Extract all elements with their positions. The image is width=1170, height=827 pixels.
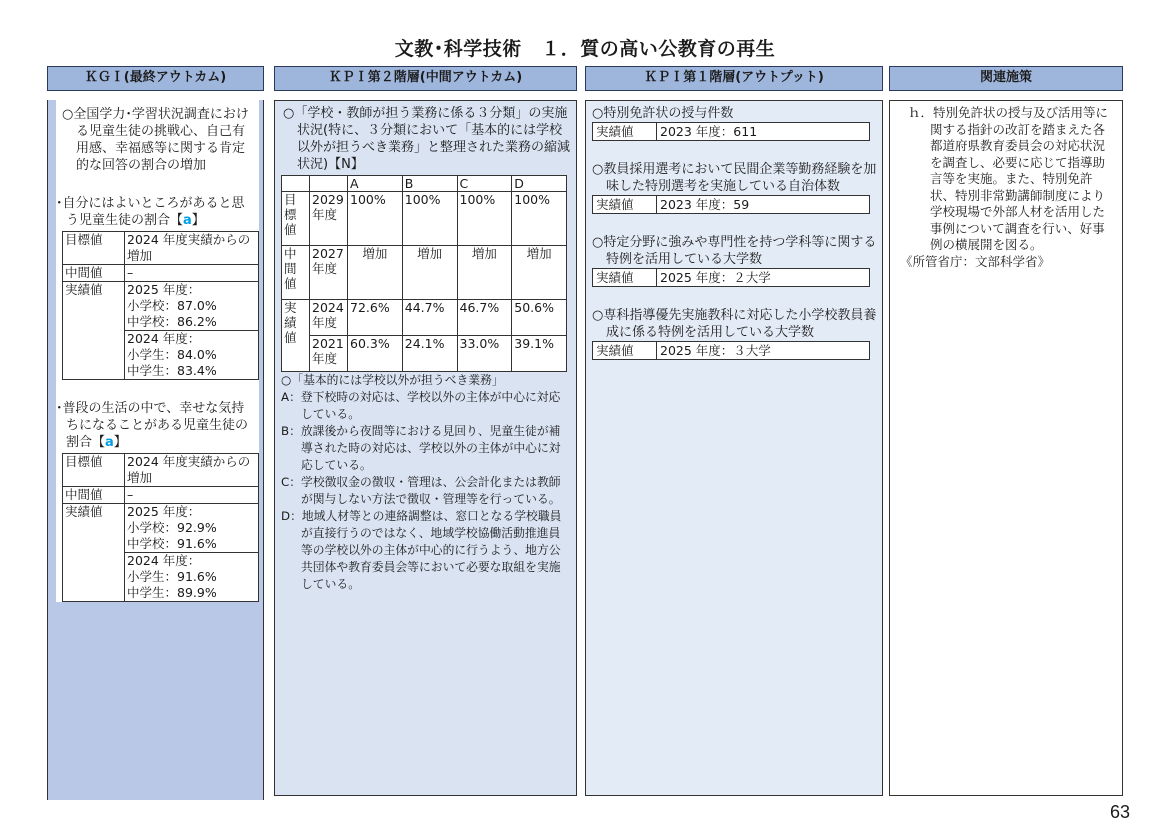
actual-1-b: 44.7%	[402, 300, 457, 336]
actual-2024: 2024 年度： 小学生：84.0% 中学生：83.4%	[125, 331, 259, 380]
target-label: 目標値	[63, 454, 125, 487]
header-kgi: ＫＧＩ(最終アウトカム)	[47, 66, 264, 91]
kpi2-note-b: B：放課後から夜間等における見回り、児童生徒が補導された時の対応は、学校以外の主体が中心に対応している。	[281, 424, 561, 472]
header-kpi2: ＫＰＩ第２階層(中間アウトカム)	[274, 66, 577, 91]
related-measure-text: ｈ．特別免許状の授与及び活用等に関する指針の改訂を踏まえた各都道府県教育委員会の対応状況を調査し、必要に応じて指導助言等を実施。また、特別免許状、特別非常勤講師制度により学校現場で外部人材を活用した事例について調査を行い、好事例の横展開を図る。	[908, 105, 1109, 252]
target-value: 2024 年度実績からの増加	[125, 232, 259, 265]
actual-value: 2023 年度：59	[657, 196, 870, 214]
kpi2-note-d: D：地域人材等との連絡調整は、窓口となる学校職員が直接行うのではなく、地域学校協働活動推進員等の学校以外の主体が中心的に行うよう、地方公共団体や教育委員会等において必要な取組を実施している。	[281, 509, 562, 591]
target-a: 100%	[348, 192, 403, 246]
kgi-item2-text: ･普段の生活の中で、幸せな気持ちになることがある児童生徒の割合【a】	[56, 401, 249, 450]
actual-2025: 2025 年度： 小学校：92.9% 中学校：91.6%	[125, 504, 259, 553]
actual-1-a: 72.6%	[348, 300, 403, 336]
kgi-content	[56, 100, 259, 602]
kpi2-note-heading: ○「基本的には学校以外が担うべき業務」	[281, 373, 504, 387]
mid-value: –	[125, 265, 259, 282]
actual-year-2: 2021 年度	[310, 336, 348, 372]
kpi1-item	[592, 307, 878, 360]
actual-label: 実績値	[63, 282, 125, 380]
col-b: B	[402, 176, 457, 192]
kpi1-item-text: ○特定分野に強みや専門性を持つ学科等に関する特例を活用している大学数	[592, 235, 877, 267]
page-number: 63	[1109, 802, 1130, 822]
kpi2-note-a: A：登下校時の対応は、学校以外の主体が中心に対応している。	[281, 390, 561, 421]
kgi-item2-tag: a	[105, 435, 114, 450]
actual-2-c: 33.0%	[457, 336, 512, 372]
actual-2-b: 24.1%	[402, 336, 457, 372]
actual-value: 2025 年度：２大学	[657, 269, 870, 287]
actual-2024: 2024 年度： 小学生：91.6% 中学生：89.9%	[125, 553, 259, 602]
actual-2-a: 60.3%	[348, 336, 403, 372]
target-value: 2024 年度実績からの増加	[125, 454, 259, 487]
kpi1-item	[592, 105, 878, 141]
target-label: 目標値	[282, 192, 310, 246]
actual-label: 実績値	[63, 504, 125, 602]
target-b: 100%	[402, 192, 457, 246]
col-c: C	[457, 176, 512, 192]
kgi-item1-tag: a	[183, 213, 192, 228]
actual-label: 実績値	[593, 123, 657, 141]
kpi1-item-text: ○専科指導優先実施教科に対応した小学校教員養成に係る特例を活用している大学数	[592, 308, 877, 340]
kgi-main-text: ○全国学力･学習状況調査における児童生徒の挑戦心、自己有用感、幸福感等に関する肯定的な回答の割合の増加	[62, 107, 249, 173]
kpi2-table	[281, 175, 567, 372]
mid-label: 中間値	[63, 265, 125, 282]
kpi2-column	[274, 100, 577, 796]
header-related: 関連施策	[889, 66, 1123, 91]
kgi-item1-table	[62, 231, 259, 380]
mid-value: –	[125, 487, 259, 504]
kpi1-item	[592, 161, 878, 214]
actual-1-c: 46.7%	[457, 300, 512, 336]
kgi-column	[47, 100, 264, 800]
kpi2-main-text: ○「学校・教師が担う業務に係る３分類」の実施状況(特に、３分類において「基本的には学校以外が担うべき業務」と整理された業務の縮減状況)【N】	[283, 106, 571, 172]
ministry-text: 《所管省庁：文部科学省》	[900, 253, 1051, 269]
kgi-item1-text: ･自分にはよいところがあると思う児童生徒の割合【a】	[56, 196, 245, 228]
target-year: 2029 年度	[310, 192, 348, 246]
target-d: 100%	[512, 192, 567, 246]
actual-1-d: 50.6%	[512, 300, 567, 336]
target-label: 目標値	[63, 232, 125, 265]
col-a: A	[348, 176, 403, 192]
mid-a: 増加	[348, 246, 403, 300]
page-title: 文教･科学技術 １．質の高い公教育の再生	[394, 38, 776, 60]
col-d: D	[512, 176, 567, 192]
actual-year-1: 2024 年度	[310, 300, 348, 336]
mid-d: 増加	[512, 246, 567, 300]
mid-year: 2027 年度	[310, 246, 348, 300]
mid-c: 増加	[457, 246, 512, 300]
actual-label: 実績値	[593, 196, 657, 214]
mid-b: 増加	[402, 246, 457, 300]
mid-label: 中間値	[282, 246, 310, 300]
header-kpi1: ＫＰＩ第１階層(アウトプット)	[585, 66, 883, 91]
related-column	[889, 100, 1123, 796]
kpi1-item-text: ○特別免許状の授与件数	[592, 106, 734, 121]
actual-label: 実績値	[282, 300, 310, 372]
target-c: 100%	[457, 192, 512, 246]
kgi-item2-table	[62, 453, 259, 602]
mid-label: 中間値	[63, 487, 125, 504]
kpi2-note-c: C：学校徴収金の徴収・管理は、公会計化または教師が関与しない方法で徴収・管理等を行っている。	[281, 475, 561, 506]
actual-value: 2025 年度：３大学	[657, 342, 870, 360]
actual-2025: 2025 年度： 小学校：87.0% 中学校：86.2%	[125, 282, 259, 331]
actual-2-d: 39.1%	[512, 336, 567, 372]
kpi1-item-text: ○教員採用選考において民間企業等勤務経験を加味した特別選考を実施している自治体数	[592, 162, 877, 194]
kpi1-column	[585, 100, 883, 796]
kpi1-item	[592, 234, 878, 287]
actual-label: 実績値	[593, 269, 657, 287]
actual-label: 実績値	[593, 342, 657, 360]
actual-value: 2023 年度：611	[657, 123, 870, 141]
